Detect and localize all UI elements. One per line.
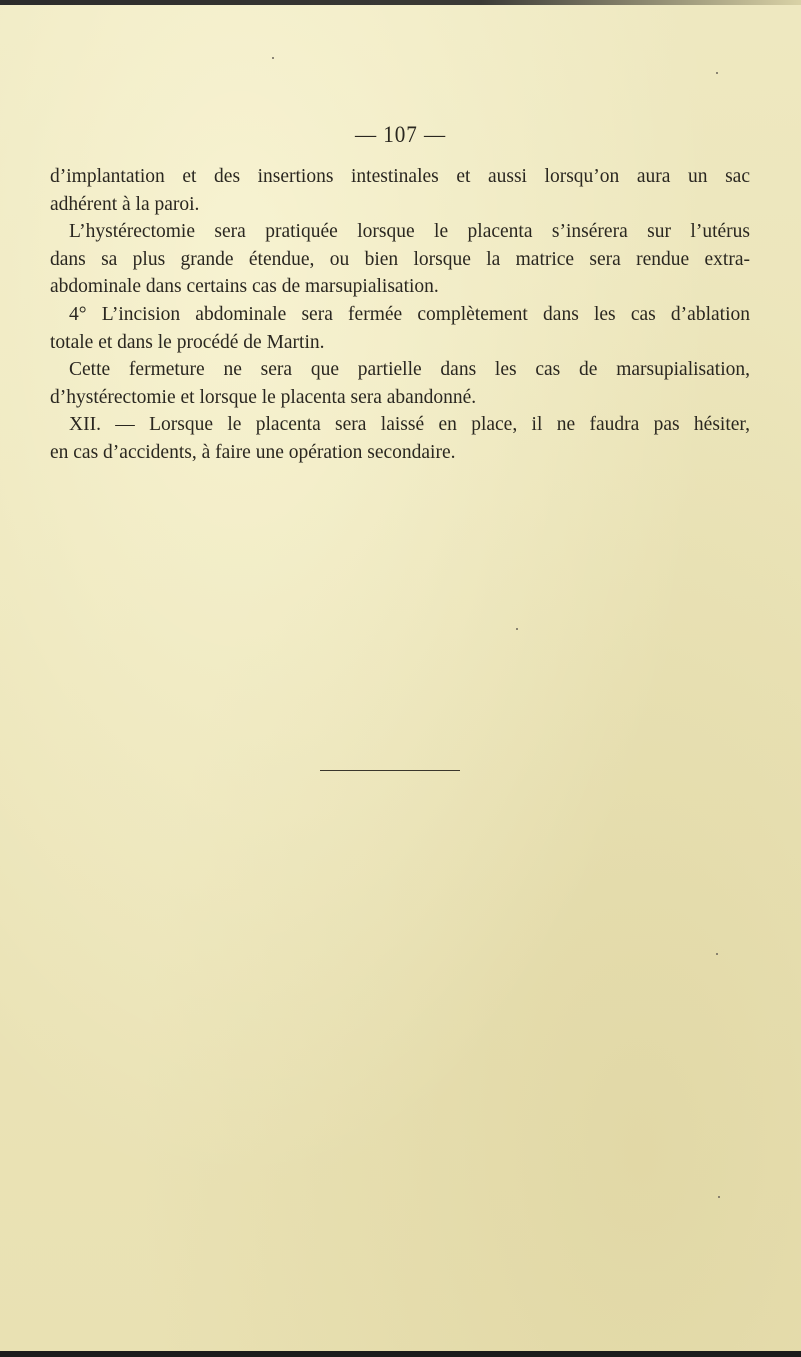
paper-speck <box>716 72 718 74</box>
top-scan-edge <box>0 0 801 5</box>
text-line: Cette fermeture ne sera que partielle dans les cas de marsupialisation, <box>69 359 750 381</box>
page-number: — 107 — <box>354 122 447 147</box>
paper-speck <box>716 953 718 955</box>
section-rule <box>320 770 460 771</box>
text-line: L’hystérectomie sera pratiquée lorsque le placenta s’insérera sur l’utérus <box>69 221 750 243</box>
text-line: d’implantation et des insertions intestinales et aussi lorsqu’on aura un sac <box>50 166 750 187</box>
body-text <box>50 163 750 467</box>
text-line: d’hystérectomie et lorsque le placenta sera abandonné. <box>50 386 477 408</box>
paper-speck <box>718 1196 720 1198</box>
text-line: dans sa plus grande étendue, ou bien lorsque la matrice sera rendue extra- <box>50 248 750 270</box>
text-line: adhérent à la paroi. <box>50 193 200 215</box>
paper-speck <box>516 628 518 630</box>
text-line: totale et dans le procédé de Martin. <box>50 331 325 353</box>
text-line: abdominale dans certains cas de marsupialisation. <box>50 276 439 298</box>
text-line: 4° L’incision abdominale sera fermée complètement dans les cas d’ablation <box>69 303 750 325</box>
text-line: XII. — Lorsque le placenta sera laissé en place, il ne faudra pas hésiter, <box>69 414 750 436</box>
text-line: en cas d’accidents, à faire une opération secondaire. <box>50 441 456 463</box>
bottom-scan-edge <box>0 1351 801 1357</box>
paper-speck <box>272 57 274 59</box>
